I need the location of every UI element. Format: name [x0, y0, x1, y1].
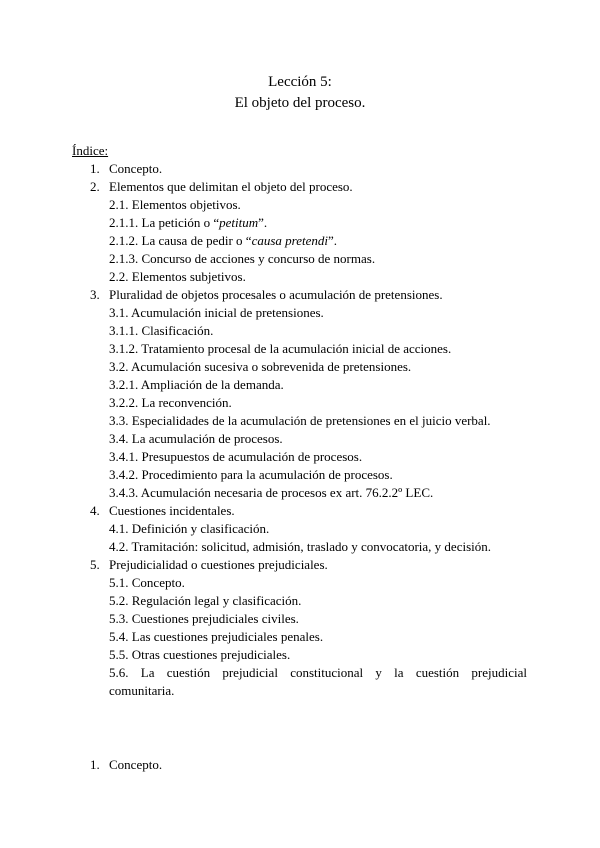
toc-subitem: 5.4. Las cuestiones prejudiciales penales. — [109, 629, 324, 644]
list-number: 4. — [90, 503, 100, 518]
toc-item: Concepto. — [109, 161, 163, 176]
toc-subitem: 3.4.1. Presupuestos de acumulación de procesos. — [109, 449, 363, 464]
toc-item: Prejudicialidad o cuestiones prejudiciales. — [109, 557, 328, 572]
toc-subitem: 5.2. Regulación legal y clasificación. — [109, 593, 302, 608]
toc-item: Cuestiones incidentales. — [109, 503, 235, 518]
toc-item: Elementos que delimitan el objeto del proceso. — [109, 179, 353, 194]
toc-subitem: 3.2.1. Ampliación de la demanda. — [109, 377, 284, 392]
list-number: 3. — [90, 287, 100, 302]
toc-subitem: 3.4.2. Procedimiento para la acumulación de procesos. — [109, 467, 393, 482]
section-title: Concepto. — [109, 757, 163, 772]
toc-subitem: 3.1.2. Tratamiento procesal de la acumulación inicial de acciones. — [109, 341, 452, 356]
toc-subitem: 2.1. Elementos objetivos. — [109, 197, 241, 212]
list-number: 1. — [90, 161, 100, 176]
toc-subitem: 3.1.1. Clasificación. — [109, 323, 214, 338]
toc-subitem: 3.3. Especialidades de la acumulación de pretensiones en el juicio verbal. — [109, 413, 491, 428]
toc-subitem: 4.2. Tramitación: solicitud, admisión, traslado y convocatoria, y decisión. — [109, 539, 491, 554]
toc-subitem: 3.4.3. Acumulación necesaria de procesos ex art. 76.2.2º LEC. — [109, 485, 434, 500]
lesson-number: Lección 5: — [268, 74, 332, 90]
list-number: 2. — [90, 179, 100, 194]
section-number: 1. — [90, 757, 100, 772]
toc-subitem: 5.5. Otras cuestiones prejudiciales. — [109, 647, 291, 662]
list-number: 5. — [90, 557, 100, 572]
toc-subitem: 4.1. Definición y clasificación. — [109, 521, 270, 536]
page-title: El objeto del proceso. — [234, 95, 366, 111]
toc-item: Pluralidad de objetos procesales o acumulación de pretensiones. — [109, 287, 443, 302]
toc-subitem: 3.1. Acumulación inicial de pretensiones. — [109, 305, 324, 320]
toc-subitem: 5.1. Concepto. — [109, 575, 185, 590]
toc-subitem: 2.1.2. La causa de pedir o “causa pretendi”. — [109, 233, 338, 248]
toc-subitem-continuation: comunitaria. — [109, 683, 175, 698]
toc-subitem: 3.4. La acumulación de procesos. — [109, 431, 283, 446]
toc-subitem: 5.3. Cuestiones prejudiciales civiles. — [109, 611, 299, 626]
toc-subitem: 3.2.2. La reconvención. — [109, 395, 232, 410]
index-heading: Índice: — [72, 143, 109, 158]
toc-subitem: 2.1.1. La petición o “petitum”. — [109, 215, 268, 230]
toc-subitem: 3.2. Acumulación sucesiva o sobrevenida de pretensiones. — [109, 359, 412, 374]
toc-subitem: 2.2. Elementos subjetivos. — [109, 269, 246, 284]
toc-subitem: 2.1.3. Concurso de acciones y concurso de normas. — [109, 251, 376, 266]
toc-subitem: 5.6. La cuestión prejudicial constitucional y la cuestión prejudicial — [109, 665, 527, 680]
